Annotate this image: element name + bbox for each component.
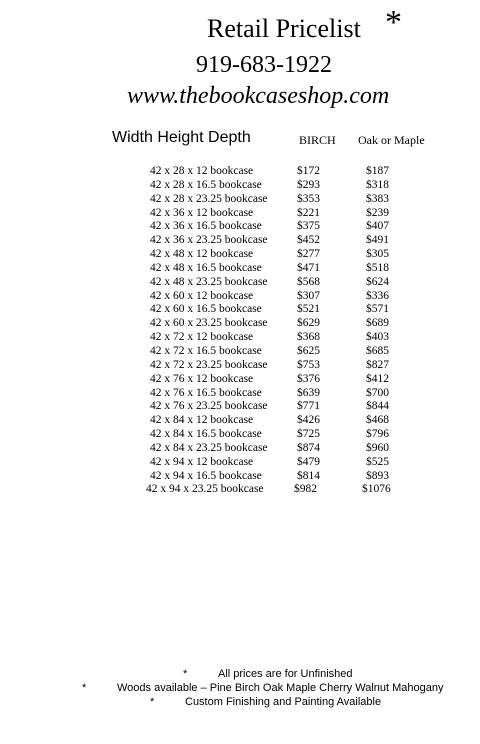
column-header-dimensions: Width Height Depth — [112, 129, 251, 146]
table-row — [0, 470, 480, 484]
table-row — [0, 456, 480, 470]
row-oak-maple-price: $518 — [366, 261, 389, 274]
table-row — [0, 387, 480, 401]
row-birch-price: $375 — [297, 220, 320, 233]
column-header-oak-maple: Oak or Maple — [358, 133, 425, 147]
row-birch-price: $172 — [297, 165, 320, 177]
row-oak-maple-price: $403 — [366, 331, 389, 344]
table-row — [0, 373, 480, 387]
row-birch-price: $452 — [297, 234, 320, 247]
row-size: 42 x 84 x 16.5 bookcase — [150, 428, 262, 441]
table-row — [0, 428, 480, 442]
row-size: 42 x 36 x 23.25 bookcase — [150, 234, 268, 247]
row-size: 42 x 94 x 16.5 bookcase — [150, 469, 262, 482]
table-row — [0, 400, 480, 414]
table-row — [0, 234, 480, 248]
row-size: 42 x 76 x 16.5 bookcase — [150, 386, 262, 399]
row-birch-price: $293 — [297, 178, 320, 191]
table-row — [0, 359, 480, 373]
row-size: 42 x 76 x 23.25 bookcase — [150, 400, 268, 413]
row-birch-price: $629 — [297, 317, 320, 330]
table-row — [0, 414, 480, 428]
row-birch-price: $376 — [297, 372, 320, 385]
row-size: 42 x 60 x 12 bookcase — [150, 289, 254, 302]
row-size: 42 x 94 x 23.25 bookcase — [146, 483, 264, 496]
column-header-birch: BIRCH — [299, 133, 336, 147]
table-row — [0, 193, 480, 207]
bullet-asterisk: * — [82, 682, 87, 694]
table-row — [0, 483, 480, 497]
table-row — [0, 303, 480, 317]
row-birch-price: $814 — [297, 469, 320, 482]
row-birch-price: $753 — [297, 358, 320, 371]
row-birch-price: $874 — [297, 441, 320, 454]
row-birch-price: $221 — [297, 206, 320, 219]
row-size: 42 x 72 x 12 bookcase — [150, 331, 254, 344]
footer-note-text: Custom Finishing and Painting Available — [185, 696, 382, 708]
table-row — [0, 220, 480, 234]
website-url: www.thebookcaseshop.com — [127, 83, 390, 109]
row-size: 42 x 60 x 16.5 bookcase — [150, 303, 262, 316]
row-oak-maple-price: $336 — [366, 289, 389, 302]
row-size: 42 x 48 x 23.25 bookcase — [150, 275, 268, 288]
row-birch-price: $277 — [297, 248, 320, 261]
row-size: 42 x 48 x 16.5 bookcase — [150, 261, 262, 274]
row-oak-maple-price: $685 — [366, 344, 389, 357]
row-birch-price: $771 — [297, 400, 320, 413]
table-row — [0, 442, 480, 456]
row-oak-maple-price: $700 — [366, 386, 389, 399]
row-birch-price: $479 — [297, 455, 320, 468]
footer-note-custom-finishing — [0, 696, 480, 709]
row-oak-maple-price: $893 — [366, 469, 389, 482]
row-oak-maple-price: $305 — [366, 248, 389, 261]
row-oak-maple-price: $187 — [366, 165, 389, 177]
row-size: 42 x 48 x 12 bookcase — [150, 248, 254, 261]
row-birch-price: $568 — [297, 275, 320, 288]
row-size: 42 x 28 x 23.25 bookcase — [150, 192, 268, 205]
pricelist-title: Retail Pricelist — [207, 14, 361, 43]
row-size: 42 x 36 x 12 bookcase — [150, 206, 254, 219]
table-row — [0, 317, 480, 331]
row-oak-maple-price: $571 — [366, 303, 389, 316]
row-birch-price: $307 — [297, 289, 320, 302]
table-row — [0, 165, 480, 179]
row-oak-maple-price: $689 — [366, 317, 389, 330]
row-oak-maple-price: $624 — [366, 275, 389, 288]
row-oak-maple-price: $844 — [366, 400, 389, 413]
table-row — [0, 248, 480, 262]
table-row — [0, 290, 480, 304]
row-size: 42 x 36 x 16.5 bookcase — [150, 220, 262, 233]
row-oak-maple-price: $318 — [366, 178, 389, 191]
bullet-asterisk: * — [150, 696, 155, 708]
asterisk-mark: * — [385, 4, 402, 41]
row-oak-maple-price: $525 — [366, 455, 389, 468]
row-oak-maple-price: $827 — [366, 358, 389, 371]
row-size: 42 x 84 x 12 bookcase — [150, 414, 254, 427]
row-oak-maple-price: $239 — [366, 206, 389, 219]
row-size: 42 x 72 x 16.5 bookcase — [150, 344, 262, 357]
table-row — [0, 331, 480, 345]
footer-note-unfinished — [0, 668, 480, 681]
row-oak-maple-price: $412 — [366, 372, 389, 385]
row-birch-price: $471 — [297, 261, 320, 274]
row-oak-maple-price: $468 — [366, 414, 389, 427]
bullet-asterisk: * — [183, 668, 188, 680]
row-birch-price: $426 — [297, 414, 320, 427]
row-birch-price: $639 — [297, 386, 320, 399]
row-birch-price: $625 — [297, 344, 320, 357]
table-row — [0, 262, 480, 276]
row-birch-price: $982 — [294, 483, 317, 496]
footer-note-text: All prices are for Unfinished — [218, 668, 353, 680]
row-oak-maple-price: $1076 — [362, 483, 391, 496]
row-oak-maple-price: $407 — [366, 220, 389, 233]
row-oak-maple-price: $383 — [366, 192, 389, 205]
price-table — [0, 165, 480, 497]
row-birch-price: $353 — [297, 192, 320, 205]
row-size: 42 x 76 x 12 bookcase — [150, 372, 254, 385]
row-size: 42 x 60 x 23.25 bookcase — [150, 317, 268, 330]
row-oak-maple-price: $960 — [366, 441, 389, 454]
row-size: 42 x 28 x 16.5 bookcase — [150, 178, 262, 191]
row-birch-price: $521 — [297, 303, 320, 316]
row-size: 42 x 28 x 12 bookcase — [150, 165, 254, 177]
phone-number: 919-683-1922 — [196, 52, 332, 78]
footer-note-woods — [0, 682, 480, 695]
row-size: 42 x 72 x 23.25 bookcase — [150, 358, 268, 371]
table-row — [0, 345, 480, 359]
table-row — [0, 207, 480, 221]
row-oak-maple-price: $796 — [366, 428, 389, 441]
table-row — [0, 179, 480, 193]
row-birch-price: $725 — [297, 428, 320, 441]
table-row — [0, 276, 480, 290]
row-oak-maple-price: $491 — [366, 234, 389, 247]
row-size: 42 x 84 x 23.25 bookcase — [150, 441, 268, 454]
row-birch-price: $368 — [297, 331, 320, 344]
row-size: 42 x 94 x 12 bookcase — [150, 455, 254, 468]
footer-note-text: Woods available – Pine Birch Oak Maple Cherry Walnut Mahogany — [117, 682, 444, 694]
